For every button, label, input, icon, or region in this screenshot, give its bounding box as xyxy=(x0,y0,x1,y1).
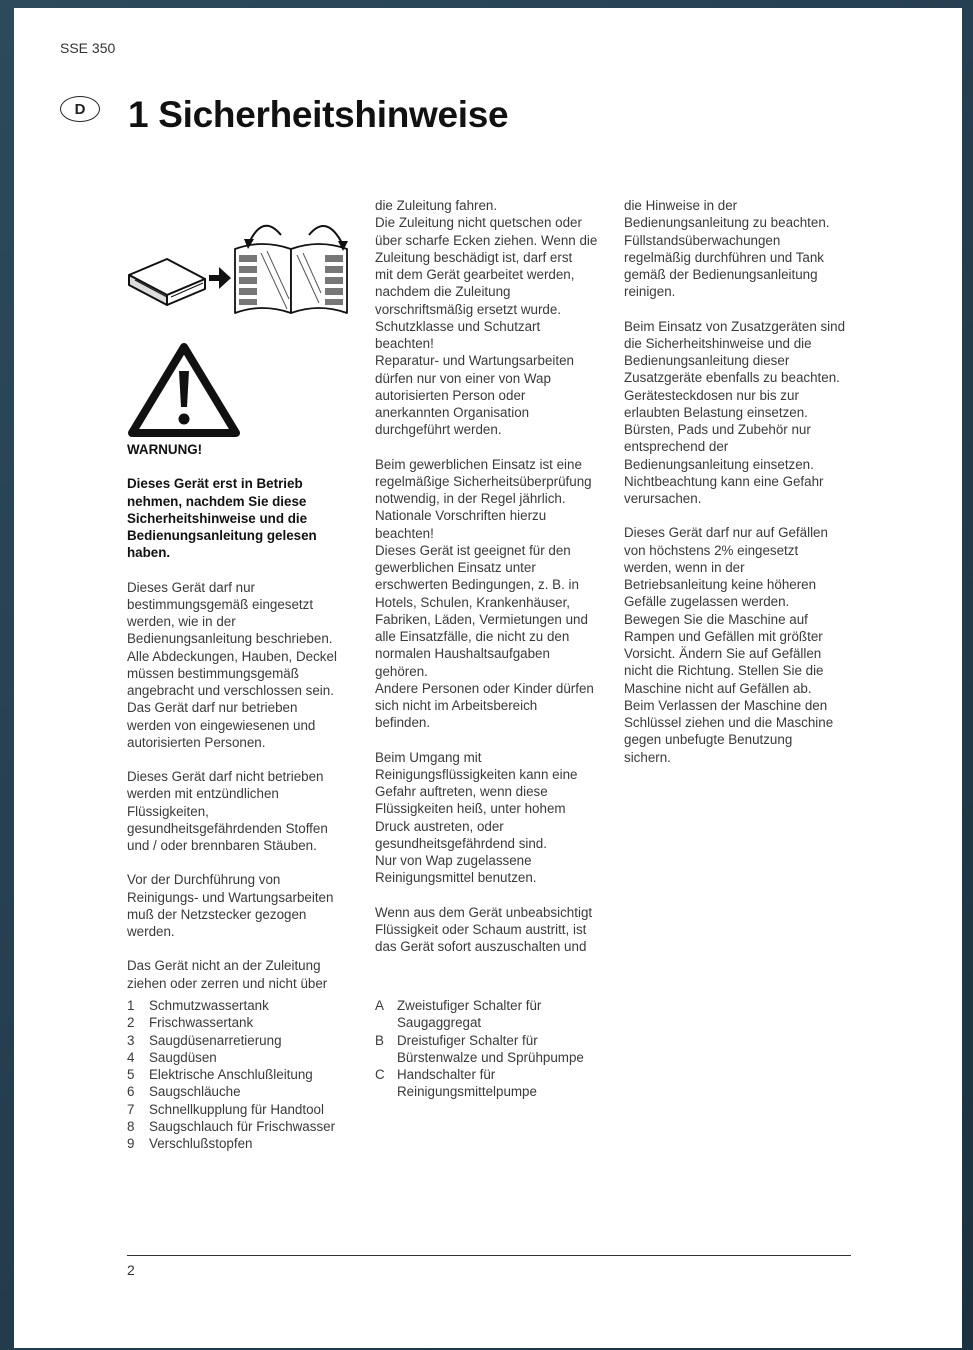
paragraph: Dieses Gerät darf nur bestimmungsgemäß eingesetzt werden, wie in der Bedienungsanleitung beschrieben. Alle Abdeckungen, Hauben, Deckel müssen bestimmungsgemäß angebracht und verschlossen sein. Das Gerät darf nur betrieben werden von eingewiesenen und autorisierten Personen. xyxy=(127,579,337,750)
list-item: 7 Schnellkupplung für Handtool xyxy=(127,1101,324,1117)
footer-divider xyxy=(127,1255,851,1256)
column-3 xyxy=(624,197,859,766)
list-item: 3 Saugdüsenarretierung xyxy=(127,1032,282,1048)
parts-list xyxy=(127,997,367,1152)
paragraph: Beim gewerblichen Einsatz ist eine regelmäßige Sicherheitsüberprüfung notwendig, in der Regel jährlich. Nationale Vorschriften hierzu beachten! Dieses Gerät ist geeignet für den gewerblichen Einsatz unter erschwerten Bedingungen, z. B. in Hotels, Schulen, Krankenhäuser, Fabriken, Läden, Vermietungen und alle Einsatzfälle, die nicht zu den normalen Haushaltsaufgaben gehören. Andere Personen oder Kinder dürfen sich nicht im Arbeitsbereich befinden. xyxy=(375,456,594,731)
section-title: 1 Sicherheitshinweise xyxy=(128,94,509,135)
list-item: A Zweistufiger Schalter für Saugaggregat xyxy=(375,998,542,1031)
warning-text: Dieses Gerät erst in Betrieb nehmen, nachdem Sie diese Sicherheitshinweise und die Bedienungsanleitung gelesen haben. xyxy=(127,476,317,561)
list-item: 1 Schmutzwassertank xyxy=(127,998,269,1013)
paragraph: Das Gerät nicht an der Zuleitung ziehen oder zerren und nicht über xyxy=(127,958,328,991)
paragraph: Beim Umgang mit Reinigungsflüssigkeiten kann eine Gefahr auftreten, wenn diese Flüssigkeiten heiß, unter hohem Druck austreten, oder gesundheitsgefährdend sind. Nur von Wap zugelassene Reinigungsmittel benutzen. xyxy=(375,749,578,886)
warning-triangle-icon xyxy=(127,341,241,439)
list-item: C Handschalter für Reinigungsmittelpumpe xyxy=(375,1067,537,1100)
switch-list xyxy=(375,997,615,1101)
column-1 xyxy=(127,197,362,992)
list-item: 6 Saugschläuche xyxy=(127,1084,241,1100)
paragraph: Wenn aus dem Gerät unbeabsichtigt Flüssigkeit oder Schaum austritt, ist das Gerät sofort auszuschalten und xyxy=(375,904,593,954)
list-item: 9 Verschlußstopfen xyxy=(127,1136,253,1151)
paragraph: die Zuleitung fahren. Die Zuleitung nicht quetschen oder über scharfe Ecken ziehen. Wenn die Zuleitung beschädigt ist, darf erst mit dem Gerät gearbeitet werden, nachdem die Zuleitung vorschriftsmäßig ersetzt wurde. Schutzklasse und Schutzart beachten! Reparatur- und Wartungsarbeiten dürfen nur von einer von Wap autorisierten Person oder anerkannten Organisation durchgeführt werden. xyxy=(375,198,598,438)
paragraph: die Hinweise in der Bedienungsanleitung zu beachten. Füllstandsüberwachungen regelmäßig durchführen und Tank gemäß der Bedienungsanleitung reinigen. xyxy=(624,198,830,300)
list-item: 5 Elektrische Anschlußleitung xyxy=(127,1067,313,1082)
paragraph: Vor der Durchführung von Reinigungs- und Wartungsarbeiten muß der Netzstecker gezogen werden. xyxy=(127,872,334,939)
column-2 xyxy=(375,197,610,955)
paragraph: Beim Einsatz von Zusatzgeräten sind die Sicherheitshinweise und die Bedienungsanleitung dieser Zusatzgeräte ebenfalls zu beachten. Gerätesteckdosen nur bis zur erlaubten Belastung einsetzen. Bürsten, Pads und Zubehör nur entsprechend der Bedienungsanleitung einsetzen. Nichtbeachtung kann eine Gefahr verursachen. xyxy=(624,318,846,506)
list-item: 2 Frischwassertank xyxy=(127,1015,254,1031)
list-item: 4 Saugdüsen xyxy=(127,1049,217,1065)
paragraph: Dieses Gerät darf nur auf Gefällen von höchstens 2% eingesetzt werden, wenn in der Betriebsanleitung keine höheren Gefälle zugelassen werden. Bewegen Sie die Maschine auf Rampen und Gefällen mit größter Vorsicht. Ändern Sie auf Gefällen nicht die Richtung. Stellen Sie die Maschine nicht auf Gefällen ab. Beim Verlassen der Maschine den Schlüssel ziehen und die Maschine gegen unbefugte Benutzung sichern. xyxy=(624,525,834,765)
paragraph: Dieses Gerät darf nicht betrieben werden mit entzündlichen Flüssigkeiten, gesundheitsgefährdenden Stoffen und / oder brennbaren Stäuben. xyxy=(127,769,328,853)
document-code: SSE 350 xyxy=(60,40,116,56)
list-item: B Dreistufiger Schalter für Bürstenwalze und Sprühpumpe xyxy=(375,1032,584,1065)
list-item: 8 Saugschlauch für Frischwasser xyxy=(127,1118,336,1134)
page-number: 2 xyxy=(127,1262,135,1278)
book-open-read-icon xyxy=(127,209,359,321)
document-page xyxy=(14,8,962,1348)
warning-heading: WARNUNG! xyxy=(127,442,203,457)
language-badge: D xyxy=(60,96,100,122)
